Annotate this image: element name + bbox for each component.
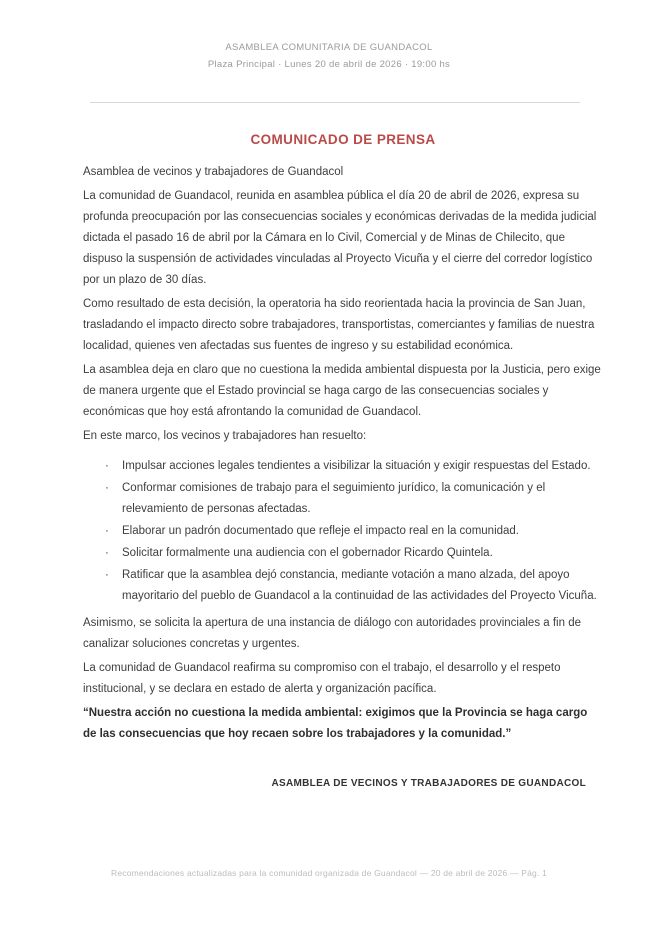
paragraph: La comunidad de Guandacol reafirma su compromiso con el trabajo, el desarrollo y el respeto institucional, y se declara en estado de alerta y organización pacífica. <box>83 662 561 695</box>
list-item-text: Ratificar que la asamblea dejó constancia, mediante votación a mano alzada, del apoyo mayoritario del pueblo de Guandacol a la continuidad de las actividades del Proyecto Vicuña. <box>122 569 597 602</box>
signature-line: ASAMBLEA DE VECINOS Y TRABAJADORES DE GUANDACOL <box>271 778 586 789</box>
closing-quote: “Nuestra acción no cuestiona la medida ambiental: exigimos que la Provincia se haga cargo de las consecuencias que hoy recaen sobre los trabajadores y la comunidad.” <box>83 707 588 740</box>
list-item <box>83 456 603 477</box>
list-item <box>83 543 603 564</box>
list-item-text: Elaborar un padrón documentado que refleje el impacto real en la comunidad. <box>122 525 520 537</box>
list-item-text: Solicitar formalmente una audiencia con el gobernador Ricardo Quintela. <box>122 547 493 559</box>
list-item-text: Conformar comisiones de trabajo para el seguimiento jurídico, la comunicación y el relevamiento de personas afectadas. <box>122 482 546 515</box>
document-subtitle: Asamblea de vecinos y trabajadores de Guandacol <box>83 166 344 178</box>
bullet-icon: · <box>105 482 109 494</box>
list-item <box>83 565 603 607</box>
paragraph: Como resultado de esta decisión, la operatoria ha sido reorientada hacia la provincia de San Juan, trasladando el impacto directo sobre trabajadores, transportistas, comerciantes y familias de nuestra localidad, quienes ven afectadas sus fuentes de ingreso y su estabilidad económica. <box>83 298 595 352</box>
paragraph: Asimismo, se solicita la apertura de una instancia de diálogo con autoridades provinciales a fin de canalizar soluciones concretas y urgentes. <box>83 617 581 650</box>
header-divider <box>90 102 580 103</box>
header-event-details: Plaza Principal · Lunes 20 de abril de 2026 · 19:00 hs <box>207 59 451 70</box>
bullet-icon: · <box>105 547 109 559</box>
page-title: COMUNICADO DE PRENSA <box>250 132 436 147</box>
page-footer: Recomendaciones actualizadas para la comunidad organizada de Guandacol — 20 de abril de 2026 — Pág. 1 <box>110 868 548 878</box>
list-item-text: Impulsar acciones legales tendientes a visibilizar la situación y exigir respuestas del Estado. <box>122 460 591 472</box>
paragraph: La asamblea deja en claro que no cuestiona la medida ambiental dispuesta por la Justicia, pero exige de manera urgente que el Estado provincial se haga cargo de las consecuencias sociales y económicas que hoy está afrontando la comunidad de Guandacol. <box>83 364 601 418</box>
header-event-name: ASAMBLEA COMUNITARIA DE GUANDACOL <box>225 42 433 53</box>
bullet-icon: · <box>105 460 109 472</box>
bullet-icon: · <box>105 525 109 537</box>
document-body <box>83 129 603 794</box>
document-header <box>0 0 658 73</box>
list-item <box>83 478 603 520</box>
list-item <box>83 521 603 542</box>
resolutions-list <box>83 456 603 607</box>
paragraph: La comunidad de Guandacol, reunida en asamblea pública el día 20 de abril de 2026, expresa su profunda preocupación por las consecuencias sociales y económicas derivadas de la medida judicial dictada el pasado 16 de abril por la Cámara en lo Civil, Comercial y de Minas de Chilecito, que dispuso la suspensión de actividades vinculadas al Proyecto Vicuña y el cierre del corredor logístico por un plazo de 30 días. <box>83 190 597 286</box>
paragraph: En este marco, los vecinos y trabajadores han resuelto: <box>83 430 367 442</box>
bullet-icon: · <box>105 569 109 581</box>
